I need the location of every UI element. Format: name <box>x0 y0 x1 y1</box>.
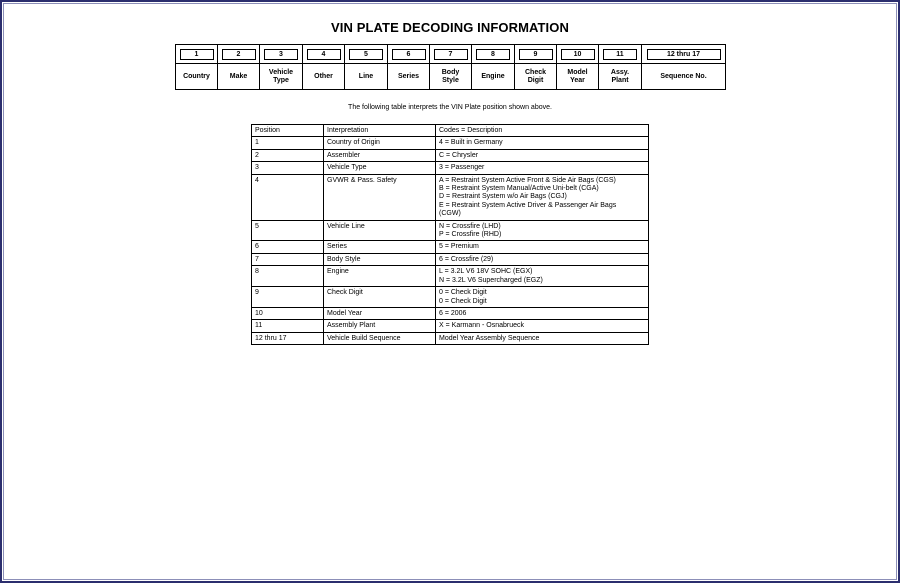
position-label: Assy. Plant <box>599 64 642 90</box>
position-number-cell <box>176 45 218 64</box>
table-cell: Vehicle Type <box>324 162 436 174</box>
table-row <box>252 137 649 149</box>
position-number-cell <box>642 45 726 64</box>
position-number-cell <box>388 45 430 64</box>
table-row <box>252 253 649 265</box>
vin-decoding-table <box>251 124 649 345</box>
position-label: Model Year <box>557 64 599 90</box>
column-header: Position <box>252 125 324 137</box>
table-cell: Vehicle Build Sequence <box>324 332 436 344</box>
position-number: 1 <box>180 49 214 60</box>
table-row <box>252 266 649 287</box>
table-row <box>252 307 649 319</box>
position-number: 11 <box>603 49 637 60</box>
table-cell: 0 = Check Digit 0 = Check Digit <box>436 287 649 308</box>
table-cell: 3 = Passenger <box>436 162 649 174</box>
table-cell: 4 = Built in Germany <box>436 137 649 149</box>
position-number-cell <box>345 45 388 64</box>
position-label: Series <box>388 64 430 90</box>
table-cell: L = 3.2L V6 18V SOHC (EGX) N = 3.2L V6 Supercharged (EGZ) <box>436 266 649 287</box>
position-number: 12 thru 17 <box>647 49 721 60</box>
table-cell: 2 <box>252 149 324 161</box>
table-cell: 1 <box>252 137 324 149</box>
table-cell: 6 = 2006 <box>436 307 649 319</box>
table-row <box>252 174 649 220</box>
table-cell: 5 <box>252 220 324 241</box>
table-cell: 3 <box>252 162 324 174</box>
table-cell: C = Chrysler <box>436 149 649 161</box>
position-number-cell <box>557 45 599 64</box>
table-cell: Body Style <box>324 253 436 265</box>
position-label: Check Digit <box>515 64 557 90</box>
table-cell: 8 <box>252 266 324 287</box>
table-cell: A = Restraint System Active Front & Side Air Bags (CGS) B = Restraint System Manual/Active Uni-belt (CGA) D = Restraint System w/o Air Bags (CGJ) E = Restraint System Active Driver & Passenger Air Bags (CGW) <box>436 174 649 220</box>
table-row <box>252 162 649 174</box>
table-cell: Engine <box>324 266 436 287</box>
position-number-cell <box>599 45 642 64</box>
table-cell: Vehicle Line <box>324 220 436 241</box>
table-cell: GVWR & Pass. Safety <box>324 174 436 220</box>
page-title: VIN PLATE DECODING INFORMATION <box>331 20 569 35</box>
position-number: 2 <box>222 49 256 60</box>
position-label: Other <box>303 64 345 90</box>
table-cell: Assembly Plant <box>324 320 436 332</box>
column-header: Interpretation <box>324 125 436 137</box>
table-cell: 9 <box>252 287 324 308</box>
position-number: 3 <box>264 49 298 60</box>
vin-position-grid <box>175 44 726 90</box>
table-row <box>252 241 649 253</box>
position-number-cell <box>260 45 303 64</box>
table-cell: N = Crossfire (LHD) P = Crossfire (RHD) <box>436 220 649 241</box>
position-number-cell <box>430 45 472 64</box>
position-label: Body Style <box>430 64 472 90</box>
table-cell: 6 <box>252 241 324 253</box>
position-number: 8 <box>476 49 510 60</box>
table-cell: 7 <box>252 253 324 265</box>
table-caption: The following table interprets the VIN Plate position shown above. <box>348 104 552 111</box>
table-cell: Series <box>324 241 436 253</box>
table-cell: Country of Origin <box>324 137 436 149</box>
table-cell: 5 = Premium <box>436 241 649 253</box>
position-label: Vehicle Type <box>260 64 303 90</box>
position-number: 7 <box>434 49 468 60</box>
position-number: 9 <box>519 49 553 60</box>
table-cell: Model Year <box>324 307 436 319</box>
table-cell: X = Karmann - Osnabrueck <box>436 320 649 332</box>
table-cell: 12 thru 17 <box>252 332 324 344</box>
table-cell: 11 <box>252 320 324 332</box>
table-row <box>252 220 649 241</box>
table-cell: Model Year Assembly Sequence <box>436 332 649 344</box>
table-row <box>252 287 649 308</box>
table-cell: Assembler <box>324 149 436 161</box>
position-label: Sequence No. <box>642 64 726 90</box>
table-row <box>252 320 649 332</box>
position-label: Line <box>345 64 388 90</box>
table-cell: 10 <box>252 307 324 319</box>
position-number: 4 <box>307 49 341 60</box>
table-header-row <box>252 125 649 137</box>
position-number: 5 <box>349 49 383 60</box>
position-number-cell <box>303 45 345 64</box>
table-row <box>252 332 649 344</box>
table-row <box>252 149 649 161</box>
position-number: 10 <box>561 49 595 60</box>
position-number-cell <box>218 45 260 64</box>
position-number: 6 <box>392 49 426 60</box>
position-label: Make <box>218 64 260 90</box>
position-number-cell <box>515 45 557 64</box>
position-number-cell <box>472 45 515 64</box>
position-number-row <box>176 45 726 64</box>
table-cell: Check Digit <box>324 287 436 308</box>
table-cell: 6 = Crossfire (29) <box>436 253 649 265</box>
column-header: Codes = Description <box>436 125 649 137</box>
position-label: Engine <box>472 64 515 90</box>
table-cell: 4 <box>252 174 324 220</box>
position-label: Country <box>176 64 218 90</box>
position-label-row <box>176 64 726 90</box>
